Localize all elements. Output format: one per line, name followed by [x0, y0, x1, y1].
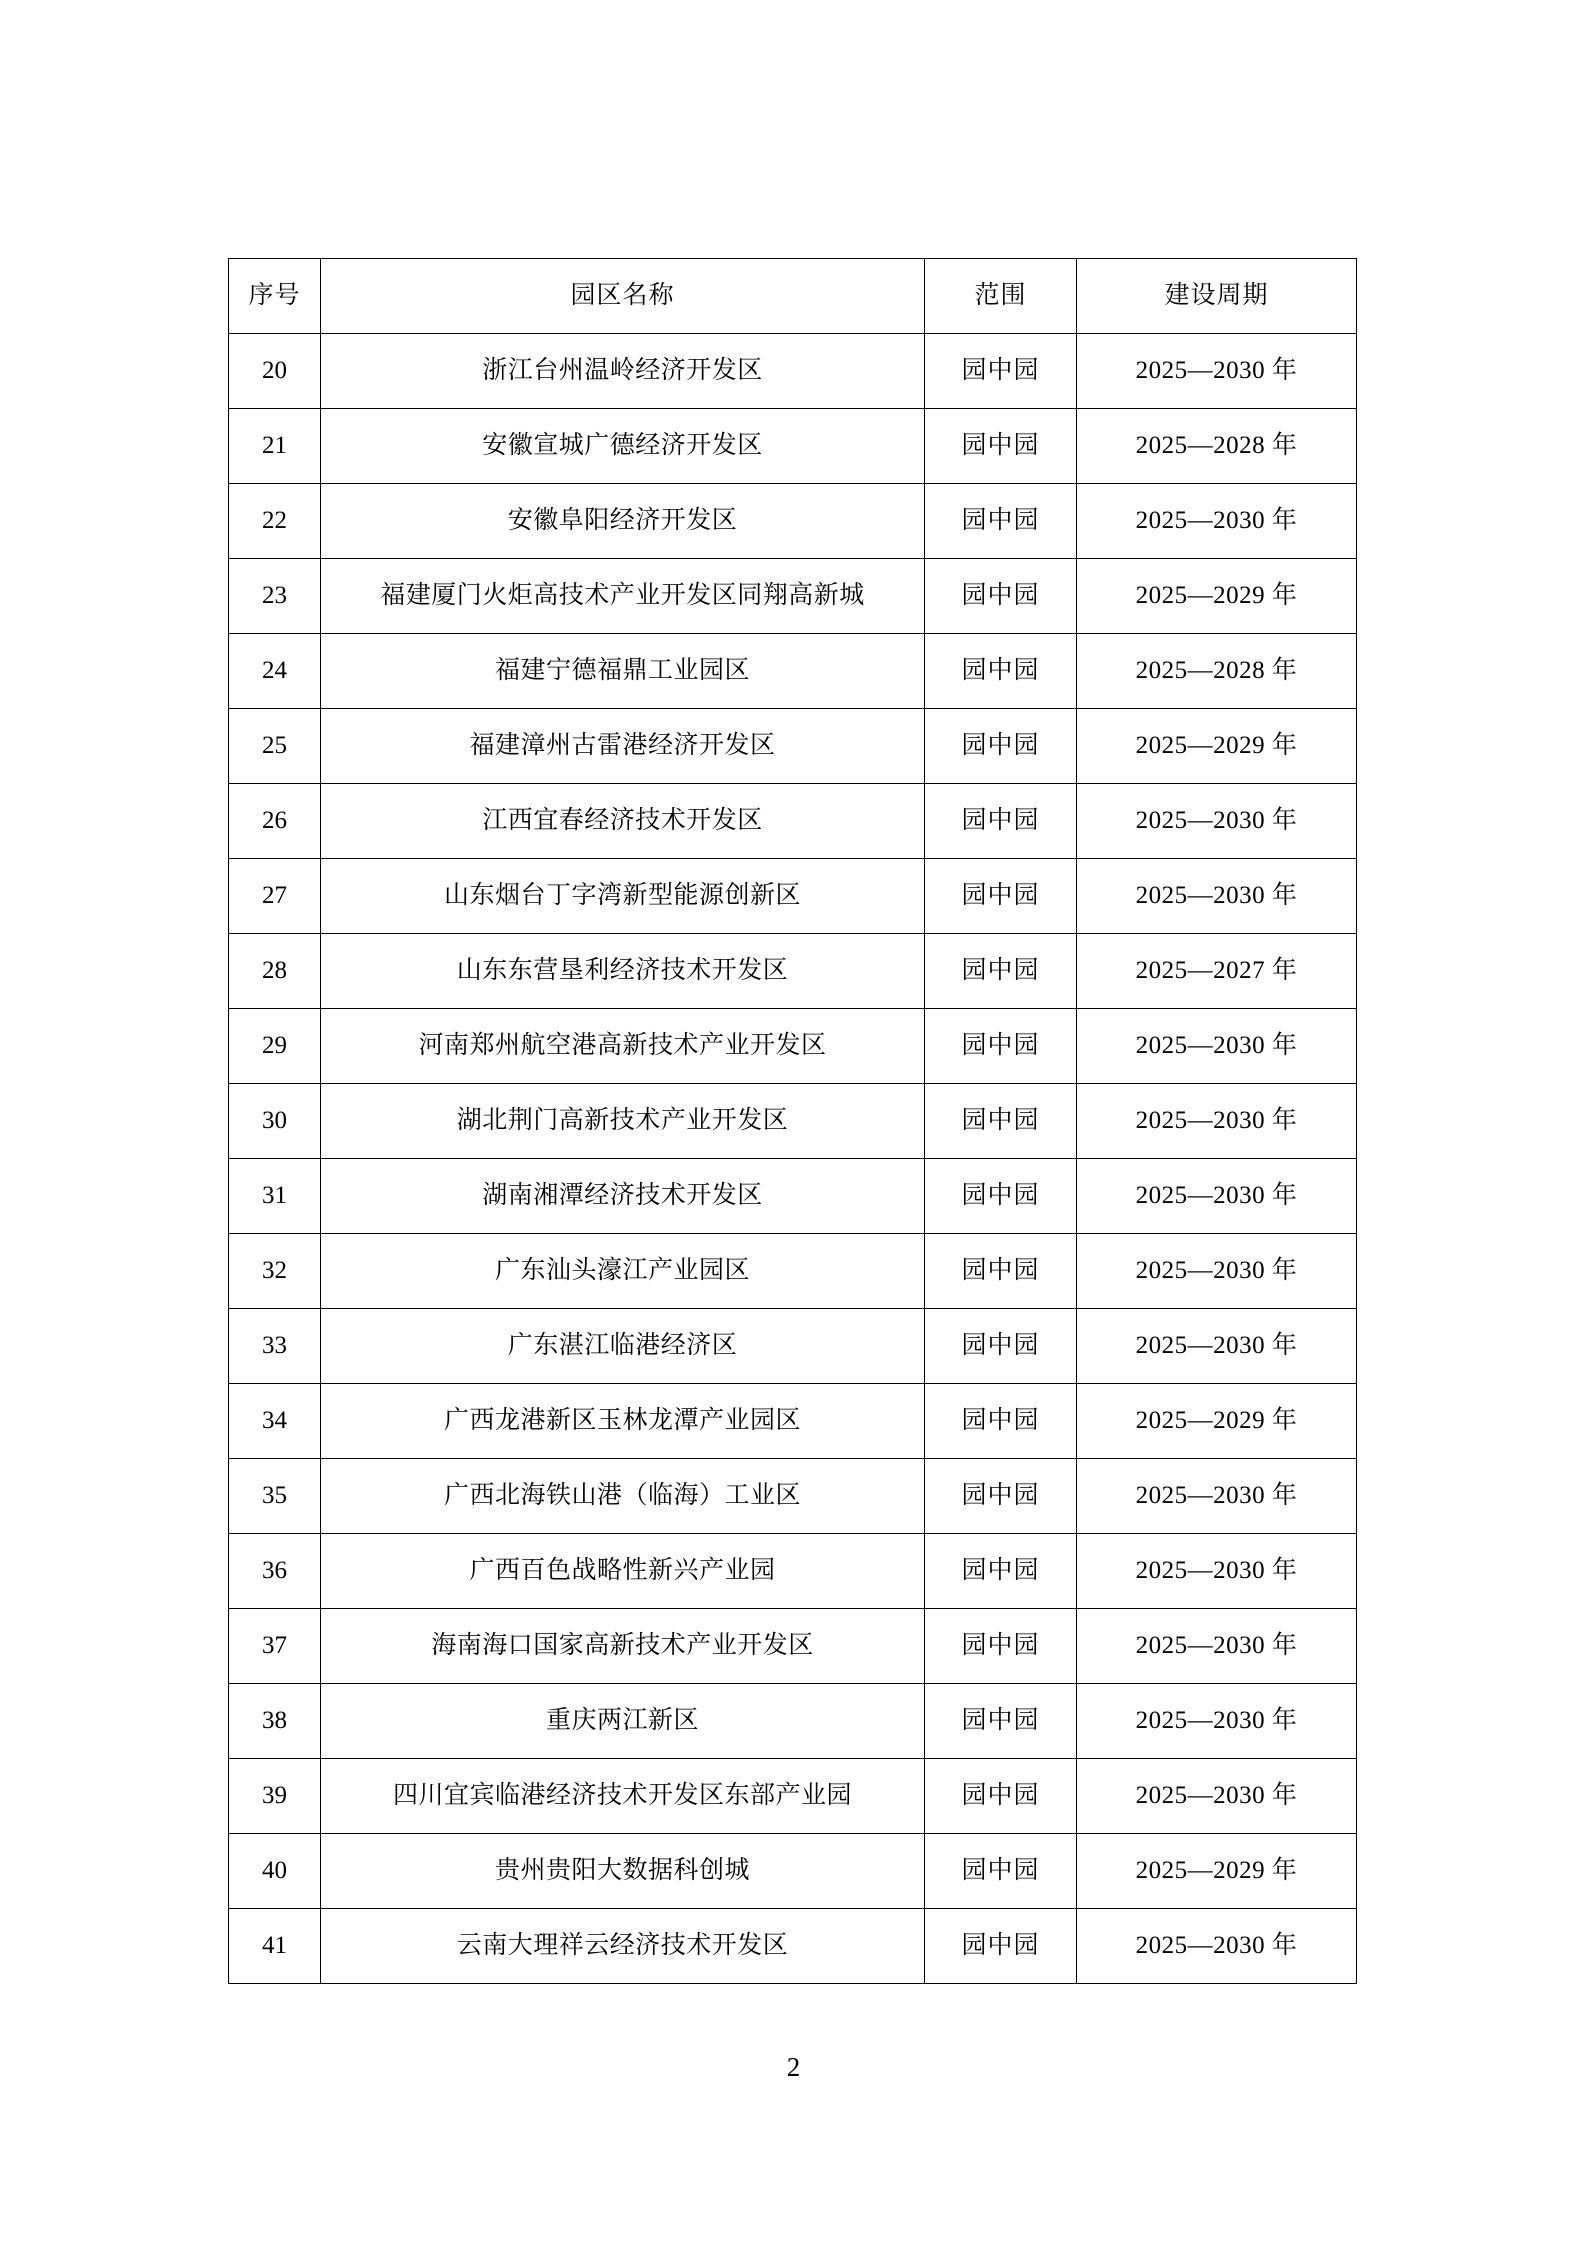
cell-scope: 园中园	[925, 1684, 1077, 1759]
cell-cycle: 2025—2029 年	[1077, 1834, 1357, 1909]
column-header-index: 序号	[229, 259, 321, 334]
table-row	[229, 559, 1357, 634]
cell-park-name: 广东汕头濠江产业园区	[321, 1234, 925, 1309]
cell-scope: 园中园	[925, 1309, 1077, 1384]
cell-park-name: 海南海口国家高新技术产业开发区	[321, 1609, 925, 1684]
cell-scope: 园中园	[925, 484, 1077, 559]
cell-scope: 园中园	[925, 1759, 1077, 1834]
cell-index: 22	[229, 484, 321, 559]
cell-scope: 园中园	[925, 559, 1077, 634]
cell-index: 25	[229, 709, 321, 784]
cell-scope: 园中园	[925, 1834, 1077, 1909]
cell-park-name: 广西北海铁山港（临海）工业区	[321, 1459, 925, 1534]
cell-cycle: 2025—2030 年	[1077, 1159, 1357, 1234]
cell-cycle: 2025—2029 年	[1077, 1384, 1357, 1459]
table-row	[229, 1234, 1357, 1309]
cell-scope: 园中园	[925, 1009, 1077, 1084]
cell-index: 32	[229, 1234, 321, 1309]
cell-scope: 园中园	[925, 1459, 1077, 1534]
cell-park-name: 福建厦门火炬高技术产业开发区同翔高新城	[321, 559, 925, 634]
cell-scope: 园中园	[925, 1159, 1077, 1234]
cell-index: 33	[229, 1309, 321, 1384]
cell-park-name: 广西龙港新区玉林龙潭产业园区	[321, 1384, 925, 1459]
cell-cycle: 2025—2030 年	[1077, 334, 1357, 409]
cell-cycle: 2025—2028 年	[1077, 409, 1357, 484]
table-row	[229, 1084, 1357, 1159]
cell-park-name: 广西百色战略性新兴产业园	[321, 1534, 925, 1609]
cell-cycle: 2025—2029 年	[1077, 709, 1357, 784]
cell-cycle: 2025—2030 年	[1077, 1009, 1357, 1084]
table-row	[229, 409, 1357, 484]
cell-cycle: 2025—2028 年	[1077, 634, 1357, 709]
cell-index: 38	[229, 1684, 321, 1759]
cell-index: 34	[229, 1384, 321, 1459]
cell-scope: 园中园	[925, 934, 1077, 1009]
table-row	[229, 1009, 1357, 1084]
cell-cycle: 2025—2030 年	[1077, 859, 1357, 934]
cell-index: 35	[229, 1459, 321, 1534]
cell-park-name: 福建漳州古雷港经济开发区	[321, 709, 925, 784]
table-body	[229, 334, 1357, 1984]
cell-index: 26	[229, 784, 321, 859]
column-header-name: 园区名称	[321, 259, 925, 334]
cell-index: 40	[229, 1834, 321, 1909]
cell-cycle: 2025—2030 年	[1077, 1234, 1357, 1309]
table-row	[229, 1609, 1357, 1684]
cell-park-name: 重庆两江新区	[321, 1684, 925, 1759]
cell-index: 28	[229, 934, 321, 1009]
cell-park-name: 河南郑州航空港高新技术产业开发区	[321, 1009, 925, 1084]
cell-index: 39	[229, 1759, 321, 1834]
table-row	[229, 709, 1357, 784]
cell-park-name: 山东东营垦利经济技术开发区	[321, 934, 925, 1009]
cell-cycle: 2025—2030 年	[1077, 1084, 1357, 1159]
cell-park-name: 安徽宣城广德经济开发区	[321, 409, 925, 484]
table-row	[229, 1834, 1357, 1909]
cell-index: 36	[229, 1534, 321, 1609]
cell-park-name: 山东烟台丁字湾新型能源创新区	[321, 859, 925, 934]
cell-park-name: 贵州贵阳大数据科创城	[321, 1834, 925, 1909]
cell-park-name: 四川宜宾临港经济技术开发区东部产业园	[321, 1759, 925, 1834]
table-row	[229, 1909, 1357, 1984]
cell-scope: 园中园	[925, 1384, 1077, 1459]
cell-park-name: 湖南湘潭经济技术开发区	[321, 1159, 925, 1234]
cell-index: 31	[229, 1159, 321, 1234]
cell-park-name: 福建宁德福鼎工业园区	[321, 634, 925, 709]
cell-cycle: 2025—2030 年	[1077, 784, 1357, 859]
page-number: 2	[786, 2052, 801, 2082]
park-list-table-container	[228, 258, 1356, 1984]
cell-index: 24	[229, 634, 321, 709]
cell-cycle: 2025—2030 年	[1077, 1609, 1357, 1684]
cell-scope: 园中园	[925, 634, 1077, 709]
cell-index: 37	[229, 1609, 321, 1684]
column-header-scope: 范围	[925, 259, 1077, 334]
cell-scope: 园中园	[925, 1234, 1077, 1309]
cell-cycle: 2025—2027 年	[1077, 934, 1357, 1009]
cell-park-name: 云南大理祥云经济技术开发区	[321, 1909, 925, 1984]
cell-cycle: 2025—2030 年	[1077, 484, 1357, 559]
cell-index: 23	[229, 559, 321, 634]
cell-index: 41	[229, 1909, 321, 1984]
table-row	[229, 859, 1357, 934]
table-row	[229, 1534, 1357, 1609]
cell-cycle: 2025—2030 年	[1077, 1459, 1357, 1534]
cell-cycle: 2025—2030 年	[1077, 1534, 1357, 1609]
table-row	[229, 1159, 1357, 1234]
cell-cycle: 2025—2029 年	[1077, 559, 1357, 634]
table-row	[229, 784, 1357, 859]
cell-park-name: 湖北荆门高新技术产业开发区	[321, 1084, 925, 1159]
cell-scope: 园中园	[925, 709, 1077, 784]
table-header	[229, 259, 1357, 334]
table-row	[229, 934, 1357, 1009]
cell-cycle: 2025—2030 年	[1077, 1759, 1357, 1834]
cell-scope: 园中园	[925, 1534, 1077, 1609]
table-row	[229, 1684, 1357, 1759]
cell-park-name: 浙江台州温岭经济开发区	[321, 334, 925, 409]
table-row	[229, 1309, 1357, 1384]
cell-scope: 园中园	[925, 859, 1077, 934]
cell-index: 20	[229, 334, 321, 409]
column-header-cycle: 建设周期	[1077, 259, 1357, 334]
table-row	[229, 1384, 1357, 1459]
cell-index: 21	[229, 409, 321, 484]
table-row	[229, 1459, 1357, 1534]
cell-scope: 园中园	[925, 409, 1077, 484]
table-row	[229, 634, 1357, 709]
cell-cycle: 2025—2030 年	[1077, 1309, 1357, 1384]
cell-index: 27	[229, 859, 321, 934]
cell-scope: 园中园	[925, 784, 1077, 859]
cell-cycle: 2025—2030 年	[1077, 1684, 1357, 1759]
cell-scope: 园中园	[925, 1609, 1077, 1684]
cell-park-name: 广东湛江临港经济区	[321, 1309, 925, 1384]
cell-index: 29	[229, 1009, 321, 1084]
table-row	[229, 484, 1357, 559]
cell-scope: 园中园	[925, 1084, 1077, 1159]
cell-index: 30	[229, 1084, 321, 1159]
table-row	[229, 334, 1357, 409]
cell-park-name: 安徽阜阳经济开发区	[321, 484, 925, 559]
cell-scope: 园中园	[925, 1909, 1077, 1984]
cell-scope: 园中园	[925, 334, 1077, 409]
table-header-row	[229, 259, 1357, 334]
cell-cycle: 2025—2030 年	[1077, 1909, 1357, 1984]
table-row	[229, 1759, 1357, 1834]
cell-park-name: 江西宜春经济技术开发区	[321, 784, 925, 859]
park-list-table	[228, 258, 1357, 1984]
